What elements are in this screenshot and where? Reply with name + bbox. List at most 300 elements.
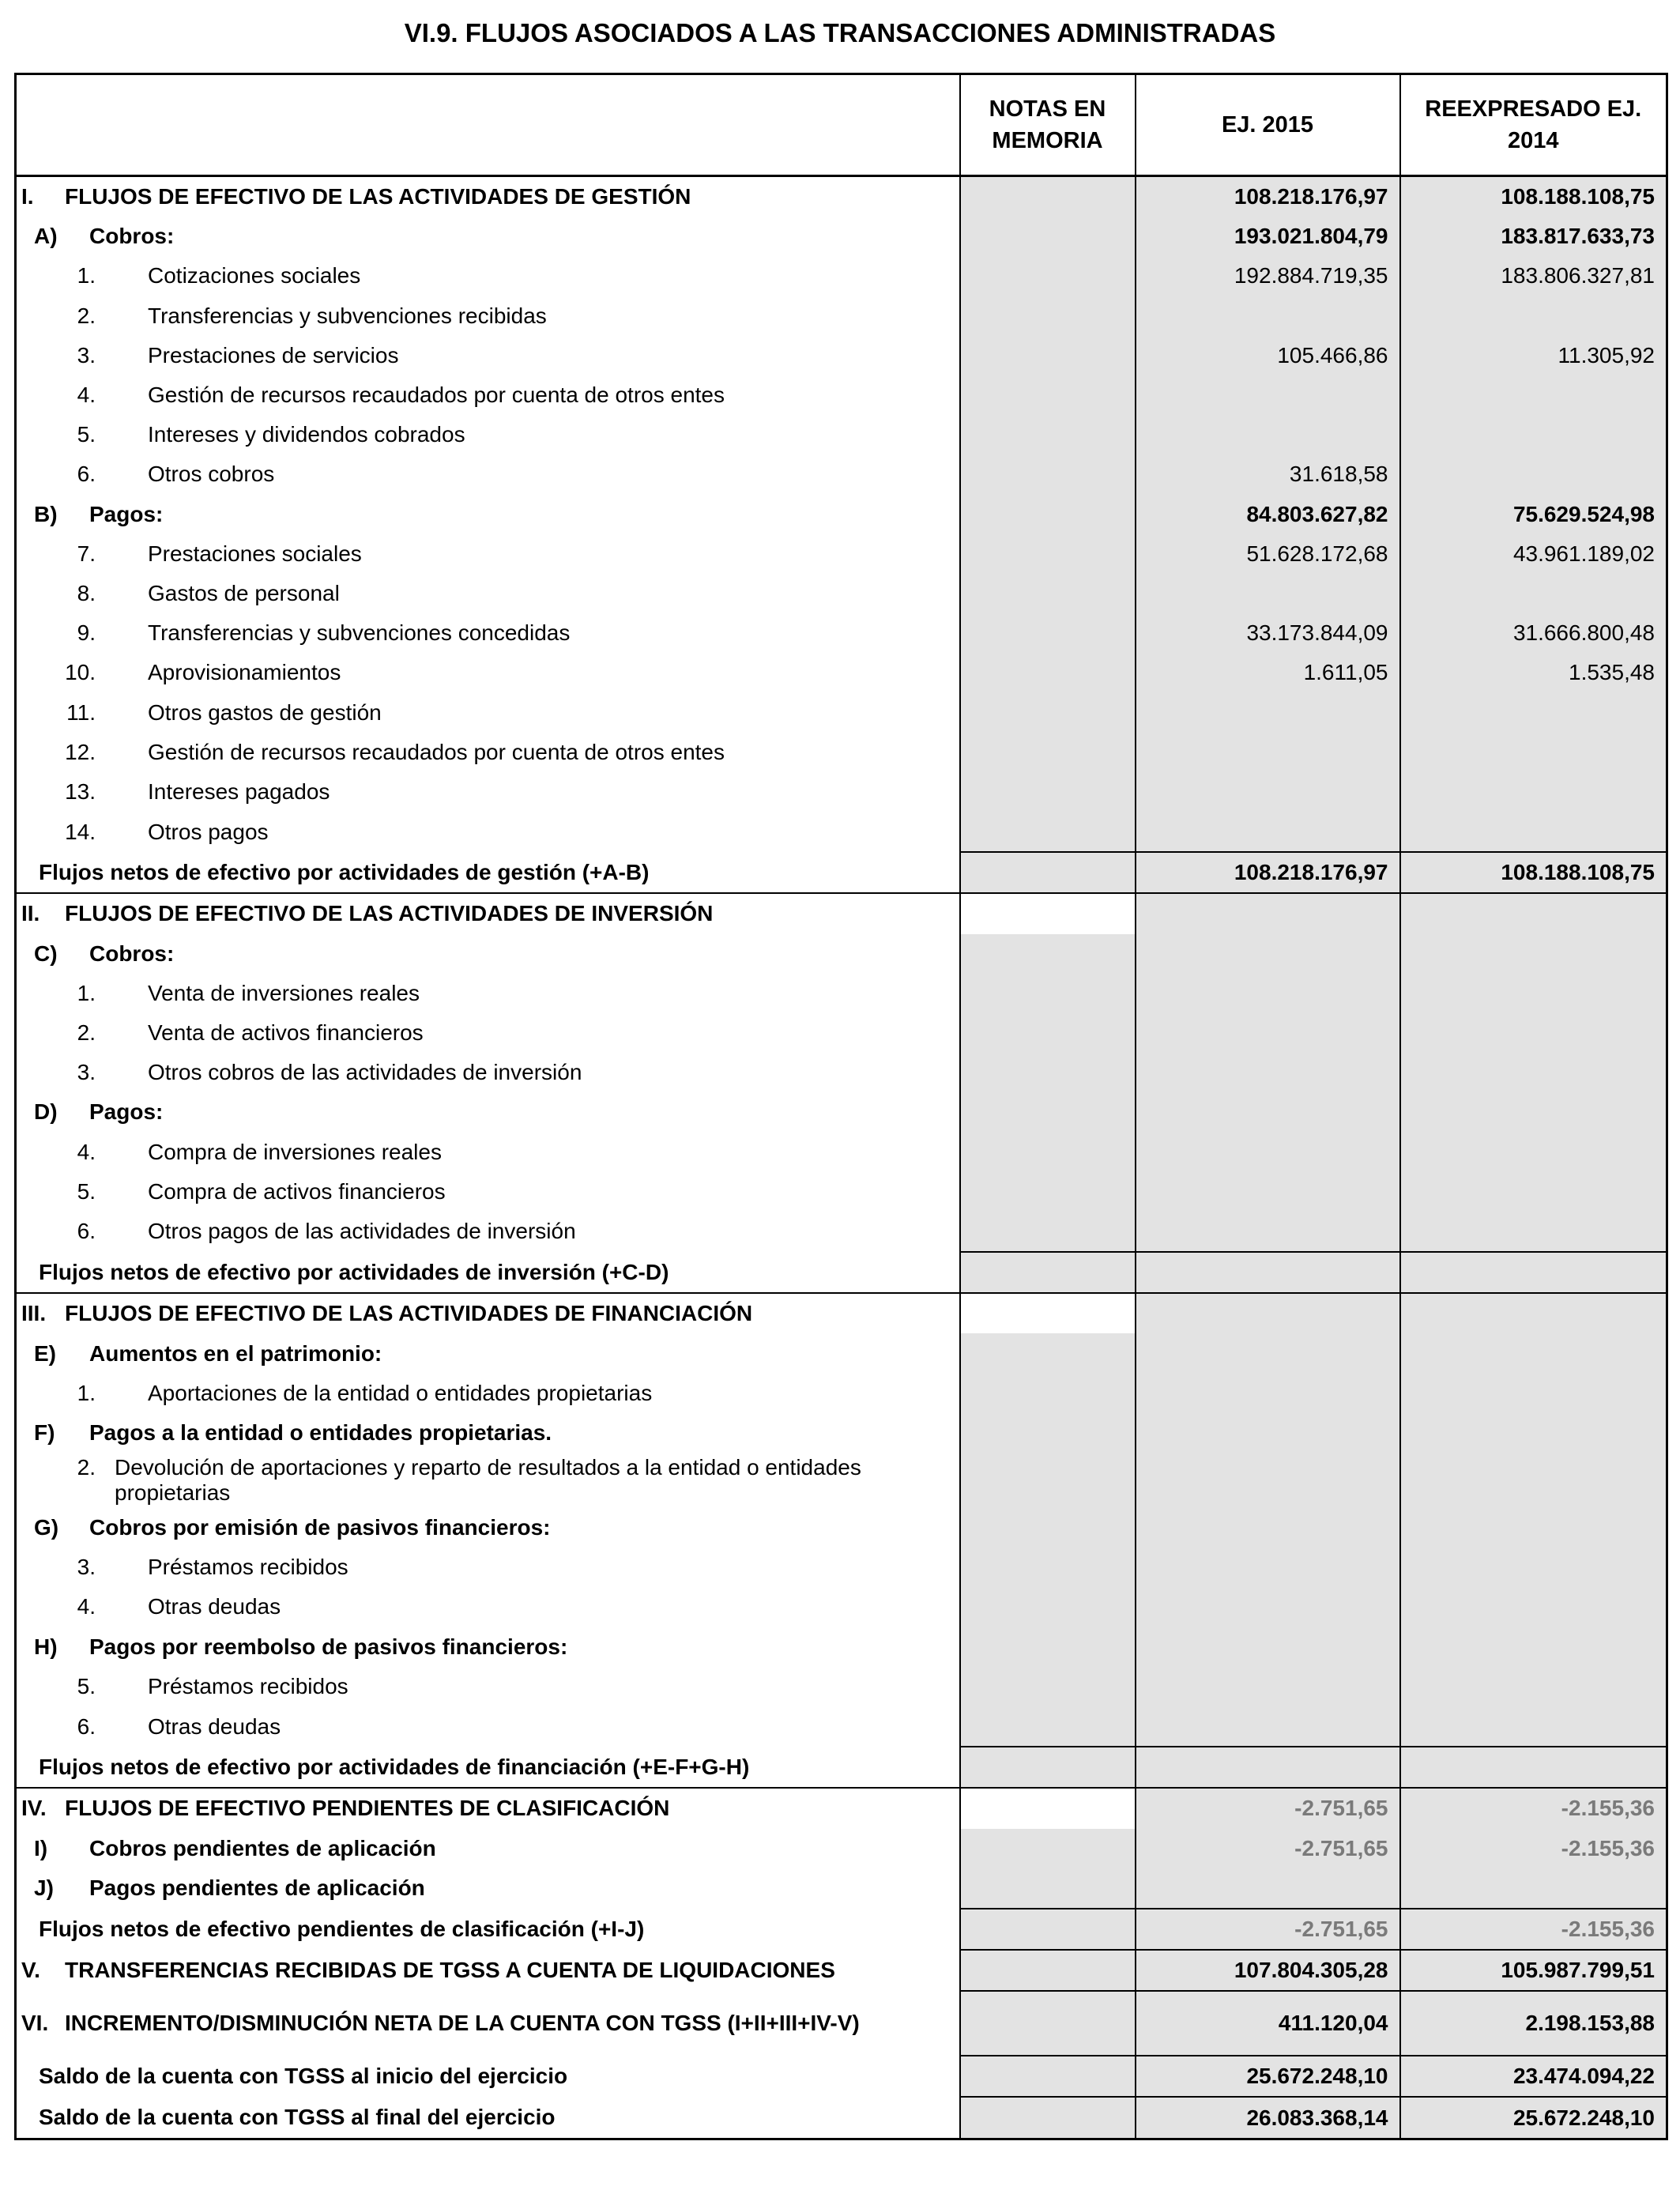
row-notes (960, 733, 1136, 772)
row-description (16, 1508, 960, 1547)
row-notes (960, 256, 1136, 296)
row-description (16, 1374, 960, 1413)
row-description (16, 1667, 960, 1706)
row-number: 9. (77, 620, 96, 646)
row-label: Transferencias y subvenciones recibidas (148, 303, 547, 328)
value-2014 (1400, 692, 1667, 732)
row-number: 6. (77, 1219, 96, 1244)
row-description (16, 217, 960, 256)
value-2015 (1136, 1453, 1400, 1508)
row-description (16, 893, 960, 933)
row-notes (960, 1172, 1136, 1212)
value-2014 (1400, 1413, 1667, 1453)
row-notes (960, 1092, 1136, 1132)
row-number: 3. (77, 342, 96, 368)
row-letter: B) (34, 501, 58, 526)
row-notes (960, 217, 1136, 256)
table-row (16, 812, 1667, 852)
value-2015 (1136, 1172, 1400, 1212)
row-number: VI. (21, 2011, 49, 2036)
value-2015 (1136, 1053, 1400, 1092)
value-2014 (1400, 772, 1667, 812)
value-2014: 183.817.633,73 (1400, 217, 1667, 256)
row-letter: H) (34, 1634, 58, 1659)
table-row (16, 1453, 1667, 1508)
table-row (16, 1333, 1667, 1373)
value-2014: 183.806.327,81 (1400, 256, 1667, 296)
table-row (16, 934, 1667, 974)
row-label: FLUJOS DE EFECTIVO DE LAS ACTIVIDADES DE GESTIÓN (65, 184, 691, 209)
row-notes (960, 1133, 1136, 1172)
value-2014: 31.666.800,48 (1400, 613, 1667, 653)
value-2014: 105.987.799,51 (1400, 1950, 1667, 1991)
table-row (16, 574, 1667, 613)
row-letter: I) (34, 1835, 48, 1860)
table-row (16, 1706, 1667, 1747)
table-row (16, 1172, 1667, 1212)
row-label: Aprovisionamientos (148, 660, 341, 685)
value-2015 (1136, 1706, 1400, 1747)
value-2014 (1400, 1252, 1667, 1293)
value-2015: 33.173.844,09 (1136, 613, 1400, 653)
row-notes (960, 375, 1136, 415)
row-label: Prestaciones sociales (148, 541, 362, 566)
row-label: Compra de inversiones reales (148, 1139, 442, 1164)
table-header-row (16, 74, 1667, 176)
row-description (16, 733, 960, 772)
value-2014 (1400, 375, 1667, 415)
header-description (16, 74, 960, 176)
value-2014 (1400, 893, 1667, 933)
value-2015: 411.120,04 (1136, 1991, 1400, 2056)
row-notes (960, 495, 1136, 534)
row-description (16, 495, 960, 534)
row-letter: C) (34, 941, 58, 966)
row-notes (960, 852, 1136, 893)
row-notes (960, 1868, 1136, 1909)
row-notes (960, 1747, 1136, 1788)
row-label: Cobros pendientes de aplicación (89, 1835, 436, 1860)
row-notes (960, 1374, 1136, 1413)
value-2015: 26.083.368,14 (1136, 2097, 1400, 2139)
row-label: Gestión de recursos recaudados por cuenta de otros entes (148, 383, 725, 408)
table-row (16, 1950, 1667, 1991)
row-description (16, 1053, 960, 1092)
row-label: Flujos netos de efectivo por actividades de inversión (+C-D) (39, 1259, 669, 1284)
row-number: 2. (77, 303, 96, 328)
value-2015 (1136, 1667, 1400, 1706)
row-notes (960, 1587, 1136, 1627)
value-2014: 2.198.153,88 (1400, 1991, 1667, 2056)
value-2015: 1.611,05 (1136, 653, 1400, 692)
row-label: Pagos a la entidad o entidades propietarias. (89, 1419, 552, 1445)
row-label: FLUJOS DE EFECTIVO PENDIENTES DE CLASIFICACIÓN (65, 1796, 670, 1821)
row-description (16, 772, 960, 812)
row-label: FLUJOS DE EFECTIVO DE LAS ACTIVIDADES DE FINANCIACIÓN (65, 1301, 753, 1326)
row-description (16, 454, 960, 494)
value-2015: -2.751,65 (1136, 1788, 1400, 1828)
value-2014 (1400, 1667, 1667, 1706)
value-2014 (1400, 1333, 1667, 1373)
row-number: 4. (77, 1139, 96, 1164)
row-description (16, 812, 960, 852)
row-label: FLUJOS DE EFECTIVO DE LAS ACTIVIDADES DE INVERSIÓN (65, 901, 714, 926)
row-number: 2. (77, 1020, 96, 1046)
row-description (16, 1909, 960, 1950)
row-description (16, 534, 960, 574)
table-row (16, 1013, 1667, 1053)
row-label: Otros cobros (148, 462, 275, 487)
table-row (16, 1053, 1667, 1092)
row-number: 3. (77, 1555, 96, 1580)
table-row (16, 336, 1667, 375)
row-description (16, 1333, 960, 1373)
row-number: 4. (77, 1594, 96, 1619)
value-2014 (1400, 1453, 1667, 1508)
row-label: TRANSFERENCIAS RECIBIDAS DE TGSS A CUENTA DE LIQUIDACIONES (65, 1958, 835, 1983)
table-row (16, 1747, 1667, 1788)
row-letter: A) (34, 224, 58, 249)
row-number: 6. (77, 1713, 96, 1739)
row-label: Saldo de la cuenta con TGSS al inicio del ejercicio (39, 2064, 568, 2089)
value-2015 (1136, 893, 1400, 933)
row-notes (960, 613, 1136, 653)
row-description (16, 653, 960, 692)
row-notes (960, 692, 1136, 732)
table-row (16, 1212, 1667, 1252)
row-number: 1. (77, 263, 96, 288)
row-notes (960, 1627, 1136, 1667)
value-2014 (1400, 1868, 1667, 1909)
table-row (16, 1667, 1667, 1706)
row-description (16, 1747, 960, 1788)
value-2015 (1136, 1868, 1400, 1909)
value-2015 (1136, 1333, 1400, 1373)
row-description (16, 1172, 960, 1212)
value-2014: 75.629.524,98 (1400, 495, 1667, 534)
row-label: Otras deudas (148, 1594, 281, 1619)
value-2015 (1136, 733, 1400, 772)
row-notes (960, 574, 1136, 613)
value-2015: 105.466,86 (1136, 336, 1400, 375)
row-description (16, 934, 960, 974)
row-notes (960, 893, 1136, 933)
row-description (16, 1212, 960, 1252)
header-notes: NOTAS EN MEMORIA (960, 74, 1136, 176)
row-label: Venta de inversiones reales (148, 980, 420, 1005)
value-2015 (1136, 1413, 1400, 1453)
row-label: Flujos netos de efectivo por actividades de financiación (+E-F+G-H) (39, 1754, 750, 1779)
value-2015: 107.804.305,28 (1136, 1950, 1400, 1991)
value-2015: 193.021.804,79 (1136, 217, 1400, 256)
value-2015 (1136, 574, 1400, 613)
table-row (16, 974, 1667, 1013)
value-2015 (1136, 1508, 1400, 1547)
row-number: IV. (21, 1796, 47, 1821)
row-description (16, 1133, 960, 1172)
value-2014: 11.305,92 (1400, 336, 1667, 375)
table-row (16, 256, 1667, 296)
table-row (16, 613, 1667, 653)
row-description (16, 296, 960, 336)
row-label: Préstamos recibidos (148, 1673, 348, 1698)
row-description (16, 256, 960, 296)
value-2014 (1400, 1172, 1667, 1212)
row-description (16, 1587, 960, 1627)
row-description (16, 1293, 960, 1333)
row-number: 11. (66, 699, 96, 725)
table-row (16, 454, 1667, 494)
value-2015 (1136, 1252, 1400, 1293)
table-row (16, 772, 1667, 812)
row-notes (960, 1508, 1136, 1547)
table-row (16, 1374, 1667, 1413)
row-letter: G) (34, 1515, 59, 1540)
value-2015 (1136, 415, 1400, 454)
row-description (16, 1706, 960, 1747)
table-row (16, 534, 1667, 574)
row-description (16, 1092, 960, 1132)
table-row (16, 375, 1667, 415)
row-number: 1. (77, 1380, 96, 1405)
value-2014 (1400, 974, 1667, 1013)
row-notes (960, 1293, 1136, 1333)
value-2015 (1136, 1747, 1400, 1788)
row-label: Otros cobros de las actividades de inversión (148, 1060, 582, 1085)
table-row (16, 2097, 1667, 2139)
row-description (16, 1829, 960, 1868)
row-description (16, 1453, 960, 1508)
row-notes (960, 2097, 1136, 2139)
header-year-2014: REEXPRESADO EJ. 2014 (1400, 74, 1667, 176)
row-notes (960, 534, 1136, 574)
row-label: Cotizaciones sociales (148, 263, 361, 288)
value-2015 (1136, 1133, 1400, 1172)
row-number: 6. (77, 462, 96, 487)
row-label: Préstamos recibidos (148, 1555, 348, 1580)
row-label: Cobros: (89, 941, 175, 966)
row-label: Aportaciones de la entidad o entidades propietarias (148, 1380, 653, 1405)
row-letter: D) (34, 1099, 58, 1125)
row-description (16, 852, 960, 893)
row-label: Gastos de personal (148, 580, 340, 605)
value-2015 (1136, 1293, 1400, 1333)
row-description (16, 692, 960, 732)
table-row (16, 733, 1667, 772)
row-notes (960, 1333, 1136, 1373)
table-row (16, 1829, 1667, 1868)
value-2014: 108.188.108,75 (1400, 852, 1667, 893)
table-row (16, 415, 1667, 454)
value-2014 (1400, 1374, 1667, 1413)
row-number: 10. (65, 660, 96, 685)
row-notes (960, 1453, 1136, 1508)
value-2014 (1400, 1627, 1667, 1667)
value-2015 (1136, 692, 1400, 732)
value-2014: 25.672.248,10 (1400, 2097, 1667, 2139)
row-description (16, 375, 960, 415)
row-description (16, 613, 960, 653)
row-label: Transferencias y subvenciones concedidas (148, 620, 571, 646)
row-notes (960, 176, 1136, 217)
value-2015: 25.672.248,10 (1136, 2056, 1400, 2097)
value-2015 (1136, 1092, 1400, 1132)
table-row (16, 1508, 1667, 1547)
row-description (16, 974, 960, 1013)
row-notes (960, 1013, 1136, 1053)
table-row (16, 2056, 1667, 2097)
row-label: Flujos netos de efectivo pendientes de clasificación (+I-J) (39, 1916, 645, 1941)
row-notes (960, 1950, 1136, 1991)
row-notes (960, 1667, 1136, 1706)
value-2015 (1136, 812, 1400, 852)
table-row (16, 893, 1667, 933)
value-2015: 108.218.176,97 (1136, 176, 1400, 217)
row-number: 5. (77, 1673, 96, 1698)
table-row (16, 1252, 1667, 1293)
row-description (16, 1868, 960, 1909)
table-row (16, 176, 1667, 217)
row-number: 8. (77, 580, 96, 605)
value-2014 (1400, 574, 1667, 613)
row-label: Prestaciones de servicios (148, 342, 399, 368)
row-notes (960, 1706, 1136, 1747)
row-number: 1. (77, 980, 96, 1005)
row-label: Otros gastos de gestión (148, 699, 382, 725)
row-notes (960, 336, 1136, 375)
value-2015: 108.218.176,97 (1136, 852, 1400, 893)
value-2014 (1400, 1747, 1667, 1788)
row-description (16, 2056, 960, 2097)
table-row (16, 1587, 1667, 1627)
row-letter: E) (34, 1340, 56, 1366)
row-notes (960, 2056, 1136, 2097)
table-row (16, 1133, 1667, 1172)
row-notes (960, 1413, 1136, 1453)
value-2014 (1400, 733, 1667, 772)
value-2014: -2.155,36 (1400, 1829, 1667, 1868)
value-2014 (1400, 1508, 1667, 1547)
row-notes (960, 454, 1136, 494)
value-2015 (1136, 1212, 1400, 1252)
header-year-2015: EJ. 2015 (1136, 74, 1400, 176)
row-notes (960, 772, 1136, 812)
value-2015: 31.618,58 (1136, 454, 1400, 494)
row-label: Pagos por reembolso de pasivos financieros: (89, 1634, 568, 1659)
value-2014 (1400, 1053, 1667, 1092)
value-2014 (1400, 812, 1667, 852)
value-2014 (1400, 1092, 1667, 1132)
row-number: V. (21, 1958, 40, 1983)
row-notes (960, 812, 1136, 852)
value-2014 (1400, 296, 1667, 336)
value-2014 (1400, 1212, 1667, 1252)
value-2015: -2.751,65 (1136, 1829, 1400, 1868)
table-row (16, 1909, 1667, 1950)
page-title: VI.9. FLUJOS ASOCIADOS A LAS TRANSACCIONES ADMINISTRADAS (404, 18, 1276, 47)
row-notes (960, 1829, 1136, 1868)
row-label: Saldo de la cuenta con TGSS al final del ejercicio (39, 2105, 556, 2130)
row-description (16, 1413, 960, 1453)
row-label: Aumentos en el patrimonio: (89, 1340, 382, 1366)
value-2015: -2.751,65 (1136, 1909, 1400, 1950)
value-2014 (1400, 1013, 1667, 1053)
cash-flow-table (14, 73, 1668, 2140)
table-row (16, 653, 1667, 692)
value-2014 (1400, 934, 1667, 974)
value-2015 (1136, 934, 1400, 974)
row-description (16, 1950, 960, 1991)
row-label: Pagos: (89, 501, 164, 526)
row-notes (960, 1909, 1136, 1950)
value-2015 (1136, 1547, 1400, 1587)
row-label: Compra de activos financieros (148, 1178, 446, 1204)
row-description (16, 2097, 960, 2139)
table-row (16, 495, 1667, 534)
row-notes (960, 653, 1136, 692)
row-description (16, 1991, 960, 2056)
row-letter: J) (34, 1875, 54, 1901)
row-number: 13. (65, 778, 96, 804)
table-row (16, 852, 1667, 893)
row-notes (960, 974, 1136, 1013)
row-description (16, 415, 960, 454)
row-number: 4. (77, 383, 96, 408)
value-2014: -2.155,36 (1400, 1788, 1667, 1828)
value-2015 (1136, 296, 1400, 336)
table-row (16, 1991, 1667, 2056)
row-number: I. (21, 184, 34, 209)
row-label: INCREMENTO/DISMINUCIÓN NETA DE LA CUENTA CON TGSS (I+II+III+IV-V) (65, 2011, 860, 2036)
table-row (16, 1868, 1667, 1909)
row-label: Cobros: (89, 224, 175, 249)
value-2015: 84.803.627,82 (1136, 495, 1400, 534)
row-description (16, 176, 960, 217)
row-label: Otras deudas (148, 1713, 281, 1739)
value-2014 (1400, 1706, 1667, 1747)
table-row (16, 1627, 1667, 1667)
row-notes (960, 296, 1136, 336)
row-notes (960, 1212, 1136, 1252)
row-description (16, 1252, 960, 1293)
row-label: Pagos: (89, 1099, 164, 1125)
row-label: Devolución de aportaciones y reparto de resultados a la entidad o entidades propietarias (115, 1455, 861, 1505)
value-2015 (1136, 1587, 1400, 1627)
value-2014 (1400, 1133, 1667, 1172)
value-2014: 1.535,48 (1400, 653, 1667, 692)
row-number: II. (21, 901, 40, 926)
row-notes (960, 1788, 1136, 1828)
row-notes (960, 1547, 1136, 1587)
row-number: 14. (65, 819, 96, 844)
value-2015 (1136, 772, 1400, 812)
row-description (16, 1627, 960, 1667)
row-description (16, 1013, 960, 1053)
value-2014 (1400, 1587, 1667, 1627)
value-2014 (1400, 1547, 1667, 1587)
value-2015: 51.628.172,68 (1136, 534, 1400, 574)
row-description (16, 1788, 960, 1828)
table-row (16, 217, 1667, 256)
value-2014 (1400, 1293, 1667, 1333)
value-2015 (1136, 1374, 1400, 1413)
row-description (16, 574, 960, 613)
value-2014: 23.474.094,22 (1400, 2056, 1667, 2097)
row-number: 5. (77, 422, 96, 447)
row-number: 7. (77, 541, 96, 566)
row-notes (960, 934, 1136, 974)
table-row (16, 1413, 1667, 1453)
